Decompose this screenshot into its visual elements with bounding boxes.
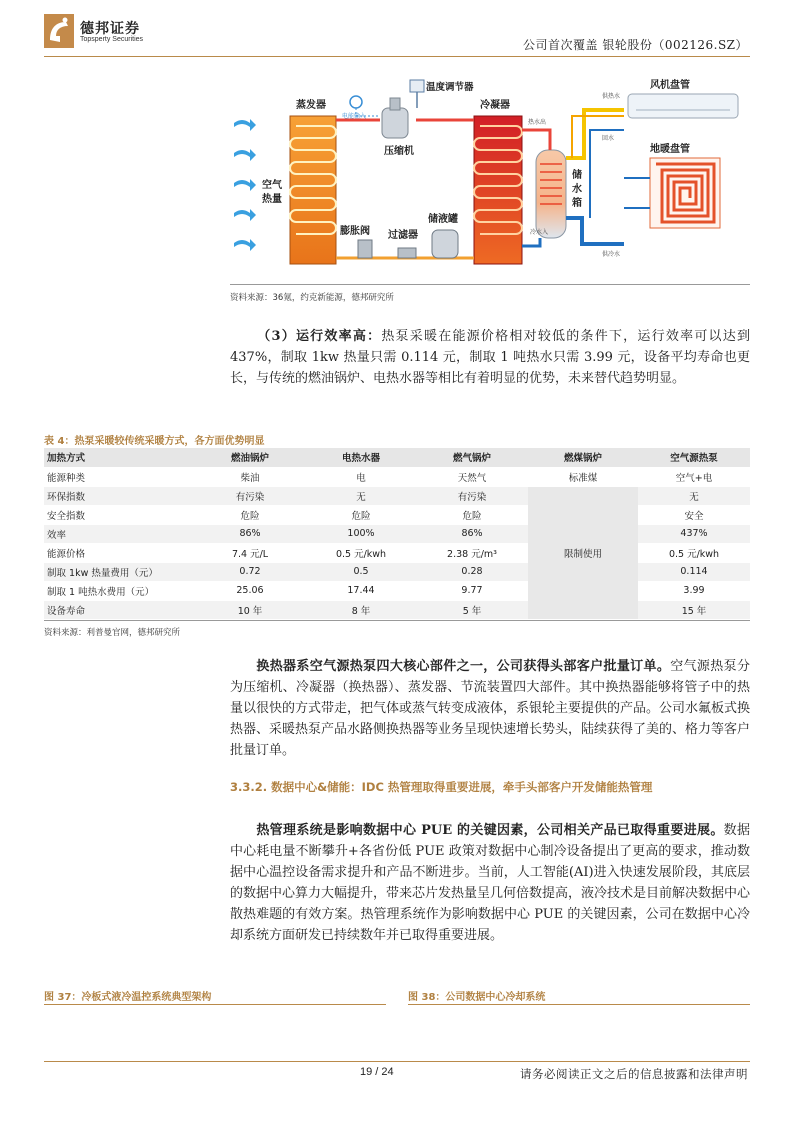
floor-heating-label: 地暖盘管 (650, 144, 690, 155)
filter (398, 248, 416, 258)
tank-label-1: 储 (572, 170, 582, 181)
supply-hot-label: 供热水 (602, 93, 621, 100)
filter-label: 过滤器 (388, 230, 418, 241)
figure-37-caption: 图 37：冷板式液冷温控系统典型架构 (44, 992, 212, 1003)
header-divider (44, 56, 750, 57)
heat-out-label: 热水出 (528, 119, 547, 126)
table-cell: 2.38 元/m³ (416, 543, 528, 562)
footer-divider (44, 1061, 750, 1062)
paragraph-efficiency (230, 326, 750, 389)
table-cell: 安全指数 (44, 505, 194, 524)
table-source: 资料来源：利普曼官网，德邦研究所 (44, 628, 181, 638)
paragraph-thermal-management-lead: 热管理系统是影响数据中心 PUE 的关键因素，公司相关产品已取得重要进展。 (256, 823, 724, 838)
table-cell: 能源种类 (44, 467, 194, 486)
supply-cold-label: 供冷水 (602, 251, 621, 258)
evaporator-label: 蒸发器 (296, 100, 326, 111)
condenser-label: 冷凝器 (480, 100, 510, 111)
table-cell: 有污染 (194, 486, 306, 505)
table-header-cell: 燃油锅炉 (194, 448, 306, 467)
table-row (44, 581, 750, 600)
cold-in-label: 冷水入 (530, 229, 549, 236)
floor-heating-coil (650, 158, 720, 228)
table-cell: 柴油 (194, 467, 306, 486)
table-header-cell: 空气源热泵 (638, 448, 750, 467)
table-cell: 制取 1kw 热量费用（元） (44, 562, 194, 581)
table-cell: 无 (638, 486, 750, 505)
temp-controller-box (410, 80, 424, 92)
return-water-label: 回水 (602, 135, 615, 142)
air-heat-label-2: 热量 (262, 194, 282, 205)
table-cell: 设备寿命 (44, 600, 194, 619)
temp-controller-label: 温度调节器 (426, 82, 474, 93)
fan-coil-label: 风机盘管 (650, 80, 690, 91)
table-cell: 制取 1 吨热水费用（元） (44, 581, 194, 600)
table-cell: 能源价格 (44, 543, 194, 562)
table-cell: 环保指数 (44, 486, 194, 505)
table-cell: 效率 (44, 524, 194, 543)
logo-chinese-name: 德邦证券 (80, 21, 140, 37)
heating-comparison-table (44, 448, 750, 620)
table-header-row (44, 448, 750, 467)
table-cell: 0.28 (416, 562, 528, 581)
company-logo (44, 14, 74, 48)
table-cell: 5 年 (416, 600, 528, 619)
table-title: 表 4：热泵采暖较传统采暖方式，各方面优势明显 (44, 436, 265, 447)
tank-label-3: 箱 (572, 198, 582, 209)
table-cell: 安全 (638, 505, 750, 524)
compressor (382, 98, 408, 138)
table-cell: 0.5 (306, 562, 416, 581)
table-cell: 标准煤 (528, 467, 638, 486)
table-row (44, 562, 750, 581)
paragraph-efficiency-text: 热泵采暖在能源价格相对较低的条件下，运行效率可以达到 437%，制取 1kw 热量只需 0.114 元，制取 1 吨热水只需 3.99 元，设备平均寿命也更长，与传统的燃油锅炉、电热水器等相比有着明显的优势，未来替代趋势明显。 (230, 329, 750, 386)
table-header-cell: 燃煤锅炉 (528, 448, 638, 467)
fan-coil-unit (628, 94, 738, 118)
table-cell: 危险 (194, 505, 306, 524)
receiver-label: 储液罐 (428, 214, 458, 225)
figure-38-divider (408, 1004, 750, 1005)
expansion-valve (358, 240, 372, 258)
table-cell: 17.44 (306, 581, 416, 600)
paragraph-thermal-management (230, 820, 750, 946)
merged-restricted-cell: 限制使用 (528, 486, 638, 619)
air-flow-arrows (234, 119, 256, 251)
paragraph-thermal-management-text: 数据中心耗电量不断攀升+各省份低 PUE 政策对数据中心制冷设备提出了更高的要求，推动数据中心温控设备需求提升和产品不断进步。当前，人工智能(AI)进入快速发展阶段，其底层的数据中心算力大幅提升，带来芯片发热量呈几何倍数提高，液冷技术是目前解决数据中心散热难题的有效方案。热管理系统作为影响数据中心 PUE 的关键因素，公司在数据中心冷却系统方面研发已持续数年并已取得重要进展。 (230, 823, 751, 943)
table-cell: 天然气 (416, 467, 528, 486)
logo-english-name: Topsperty Securities (80, 36, 144, 43)
report-header-title: 公司首次覆盖 银轮股份（002126.SZ） (523, 38, 748, 52)
table-row (44, 486, 750, 505)
table-cell: 空气+电 (638, 467, 750, 486)
table-cell: 危险 (306, 505, 416, 524)
table-row (44, 600, 750, 619)
table-cell: 0.72 (194, 562, 306, 581)
table-cell: 有污染 (416, 486, 528, 505)
table-cell: 0.5 元/kwh (638, 543, 750, 562)
figure-37-divider (44, 1004, 386, 1005)
tank-label-2: 水 (572, 184, 582, 195)
power-input-icon (350, 96, 362, 108)
paragraph-heat-exchanger-lead: 换热器系空气源热泵四大核心部件之一，公司获得头部客户批量订单。 (256, 659, 671, 674)
table-cell: 86% (194, 524, 306, 543)
table-row (44, 505, 750, 524)
compressor-label: 压缩机 (384, 146, 414, 157)
table-cell: 100% (306, 524, 416, 543)
table-cell: 437% (638, 524, 750, 543)
table-cell: 25.06 (194, 581, 306, 600)
legal-disclaimer-note: 请务必阅读正文之后的信息披露和法律声明 (520, 1067, 748, 1081)
table-row (44, 467, 750, 486)
table-header-cell: 燃气锅炉 (416, 448, 528, 467)
water-tank (536, 150, 566, 238)
table-cell: 无 (306, 486, 416, 505)
page-number: 19 / 24 (360, 1066, 394, 1078)
air-heat-label-1: 空气 (262, 180, 282, 191)
heat-pump-diagram (230, 68, 750, 284)
table-cell: 0.114 (638, 562, 750, 581)
receiver-tank (432, 230, 458, 258)
table-cell: 86% (416, 524, 528, 543)
table-header-cell: 电热水器 (306, 448, 416, 467)
table-cell: 9.77 (416, 581, 528, 600)
expansion-valve-label: 膨胀阀 (340, 226, 370, 237)
table-cell: 电 (306, 467, 416, 486)
table-cell: 危险 (416, 505, 528, 524)
table-cell: 8 年 (306, 600, 416, 619)
diagram-source: 资料来源：36氪，约克新能源，德邦研究所 (230, 293, 394, 303)
table-cell: 3.99 (638, 581, 750, 600)
table-cell: 15 年 (638, 600, 750, 619)
paragraph-heat-exchanger-text: 空气源热泵分为压缩机、冷凝器（换热器）、蒸发器、节流装置四大部件。其中换热器能够将管子中的热量以很快的方式带走，把气体或蒸气转变成液体，系银轮主要提供的产品。公司水氟板式换热器、采暖热泵产品水路侧换热器等业务呈现快速增长势头，陆续获得了美的、格力等客户批量订单。 (230, 659, 751, 758)
table-cell: 10 年 (194, 600, 306, 619)
table-row (44, 543, 750, 562)
diagram-divider (230, 284, 750, 285)
section-heading: 3.3.2. 数据中心&储能：IDC 热管理取得重要进展，牵手头部客户开发储能热管理 (230, 780, 653, 794)
paragraph-efficiency-lead: （3）运行效率高： (256, 329, 382, 344)
table-header-cell: 加热方式 (44, 448, 194, 467)
table-divider (44, 620, 750, 621)
power-input-label: 电能输入 (342, 113, 367, 120)
table-cell: 7.4 元/L (194, 543, 306, 562)
figure-38-caption: 图 38：公司数据中心冷却系统 (408, 992, 546, 1003)
paragraph-heat-exchanger (230, 656, 750, 761)
table-row (44, 524, 750, 543)
table-cell: 0.5 元/kwh (306, 543, 416, 562)
